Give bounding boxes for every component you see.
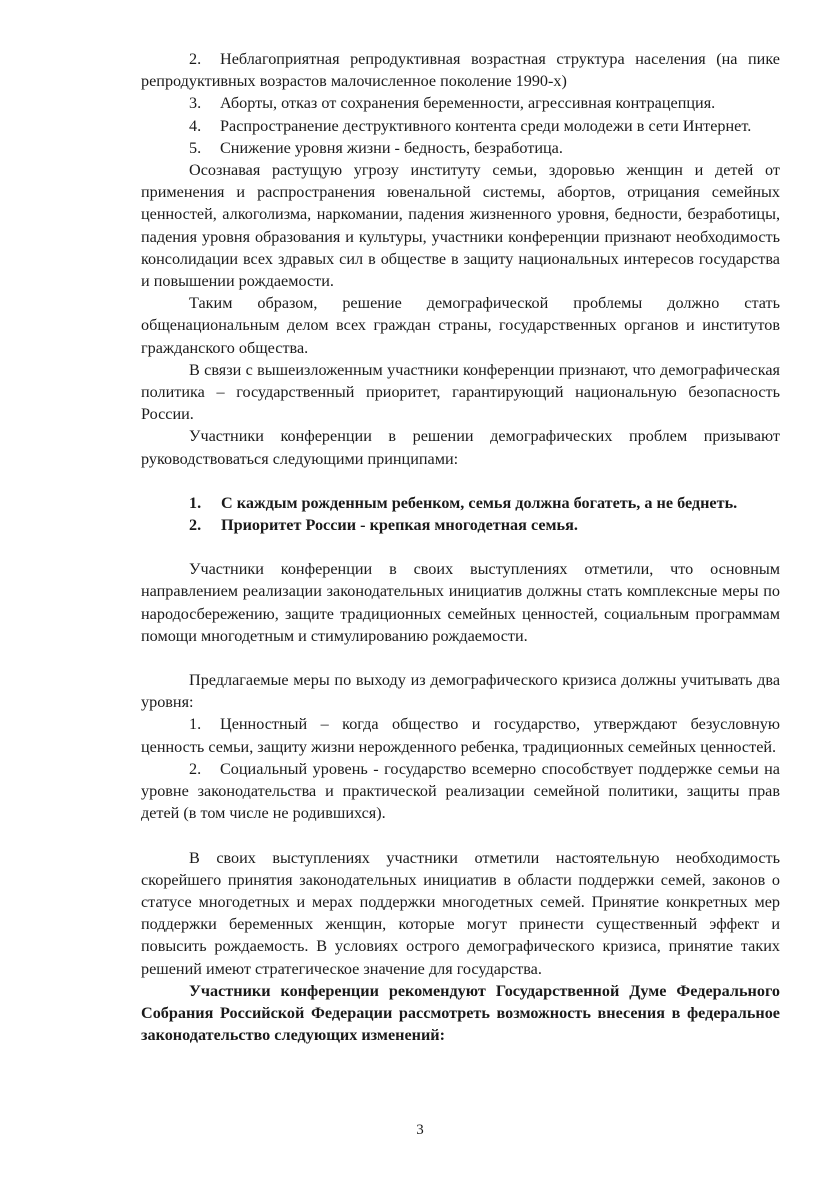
list-item-text: Аборты, отказ от сохранения беременности, агрессивная контрацепция.	[220, 94, 716, 113]
principle-item	[141, 514, 780, 536]
list-number: 2.	[189, 50, 202, 68]
list-number: 4.	[189, 116, 202, 135]
list-item	[141, 48, 780, 92]
list-item	[141, 115, 780, 137]
paragraph-threat: Осознавая растущую угрозу институту семьи, здоровью женщин и детей от применения и распространения ювенальной системы, абортов, отрицания семейных ценностей, алкоголизма, наркомании, падения жизненного уровня, бедности, безработицы, падения уровня образования и культуры, участники конференции признают необходимость консолидации всех здравых сил в обществе в защиту национальных интересов государства и повышении рождаемости.	[141, 161, 780, 291]
paragraph-priority: В связи с вышеизложенным участники конференции признают, что демографическая политика – государственный приоритет, гарантирующий национальную безопасность России.	[141, 360, 780, 424]
paragraph-speeches: Участники конференции в своих выступлениях отметили, что основным направлением реализации законодательных инициатив должны стать комплексные меры по народосбережению, защите традиционных семейных ценностей, социальным программам помощи многодетным и стимулированию рождаемости.	[141, 560, 780, 645]
list-item-text: Снижение уровня жизни - бедность, безработица.	[220, 138, 563, 157]
spacer	[141, 647, 780, 669]
principle-item	[141, 492, 780, 514]
principle-text: С каждым рожденным ребенком, семья должна богатеть, а не беднеть.	[221, 493, 738, 512]
level-text: Ценностный – когда общество и государство, утверждают безусловную ценность семьи, защиту жизни нерожденного ребенка, традиционных семейных ценностей.	[141, 715, 780, 756]
list-number: 5.	[189, 138, 202, 157]
level-item	[141, 758, 780, 825]
paragraph-recommend: Участники конференции рекомендуют Государственной Думе Федерального Собрания Российской Федерации рассмотреть возможность внесения в федеральное законодательство следующих изменений:	[141, 981, 780, 1045]
list-item-text: Распространение деструктивного контента среди молодежи в сети Интернет.	[220, 116, 752, 135]
document-page	[141, 48, 780, 1046]
level-item	[141, 713, 780, 757]
list-number: 3.	[189, 94, 202, 113]
list-item	[141, 92, 780, 114]
page-number: 3	[416, 1122, 424, 1138]
paragraph-measures: Предлагаемые меры по выходу из демографического кризиса должны учитывать два уровня:	[141, 671, 780, 712]
paragraph-urgent: В своих выступлениях участники отметили настоятельную необходимость скорейшего принятия законодательных инициатив в области поддержки семей, законов о статусе многодетных и мерах поддержки многодетных семей. Принятие конкретных мер поддержки беременных женщин, которые могут принести существенный эффект и повысить рождаемость. В условиях острого демографического кризиса, принятие таких решений имеют стратегическое значение для государства.	[141, 848, 780, 978]
spacer	[141, 536, 780, 558]
principle-text: Приоритет России - крепкая многодетная семья.	[221, 516, 578, 535]
list-number: 1.	[189, 493, 202, 512]
paragraph-national: Таким образом, решение демографической проблемы должно стать общенациональным делом всех граждан страны, государственных органов и институтов гражданского общества.	[141, 294, 780, 357]
list-item-text: Неблагоприятная репродуктивная возрастная структура населения (на пике репродуктивных возрастов малочисленное поколение 1990-х)	[141, 50, 780, 91]
paragraph-principles-intro: Участники конференции в решении демографических проблем призывают руководствоваться следующими принципами:	[141, 427, 780, 468]
list-item	[141, 137, 780, 159]
list-number: 2.	[189, 759, 202, 778]
spacer	[141, 470, 780, 492]
list-number: 1.	[189, 715, 202, 734]
level-text: Социальный уровень - государство всемерно способствует поддержке семьи на уровне законодательства и практической реализации семейной политики, защиты прав детей (в том числе не родившихся).	[141, 759, 780, 823]
list-number: 2.	[189, 516, 202, 535]
spacer	[141, 825, 780, 847]
